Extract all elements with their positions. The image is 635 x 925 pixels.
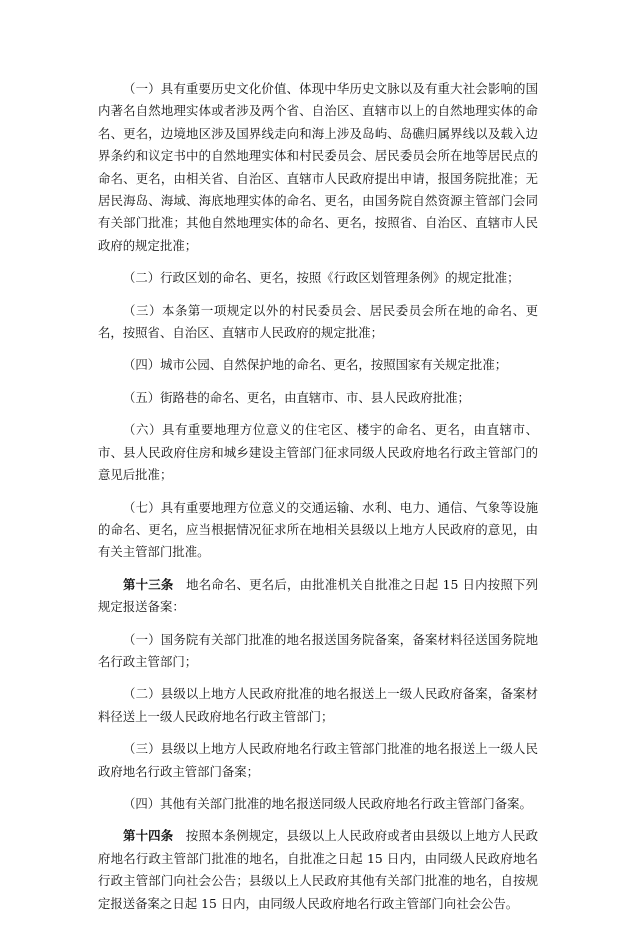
item-3: （三）本条第一项规定以外的村民委员会、居民委员会所在地的命名、更名，按照省、自治区、直辖市人民政府的规定批准； [98,302,538,341]
article-14 [98,825,538,915]
item-6: （六）具有重要地理方位意义的住宅区、楼宇的命名、更名，由直辖市、市、县人民政府住房和城乡建设主管部门征求同级人民政府地名行政主管部门的意见后批准； [98,422,538,483]
item-7: （七）具有重要地理方位意义的交通运输、水利、电力、通信、气象等设施的命名、更名，应当根据情况征求所在地相关县级以上地方人民政府的意见，由有关主管部门批准。 [98,499,538,560]
item-2: （二）行政区划的命名、更名，按照《行政区划管理条例》的规定批准； [123,270,520,286]
article-13-text: 地名命名、更名后，由批准机关自批准之日起 15 日内按照下列规定报送备案： [98,576,538,615]
filing-item-3: （三）县级以上地方人民政府地名行政主管部门批准的地名报送上一级人民政府地名行政主管部门备案； [98,741,538,779]
document-body [98,78,538,925]
article-14-heading: 第十四条 [123,828,174,844]
item-5: （五）街路巷的命名、更名，由直辖市、市、县人民政府批准； [123,389,470,405]
item-1: （一）具有重要历史文化价值、体现中华历史文脉以及有重大社会影响的国内著名自然地理实体或者涉及两个省、自治区、直辖市以上的自然地理实体的命名、更名，边境地区涉及国界线走向和海上涉及岛屿、岛礁归属界线以及载入边界条约和议定书中的自然地理实体和村民委员会、居民委员会所在地等居民点的命名、更名，由相关省、自治区、直辖市人民政府提出申请，报国务院批准；无居民海岛、海域、海底地理实体的命名、更名，由国务院自然资源主管部门会同有关部门批准；其他自然地理实体的命名、更名，按照省、自治区、直辖市人民政府的规定批准； [98,81,538,253]
item-4: （四）城市公园、自然保护地的命名、更名，按照国家有关规定批准； [123,357,508,373]
article-13 [98,574,538,619]
filing-item-2: （二）县级以上地方人民政府批准的地名报送上一级人民政府备案，备案材料径送上一级人民政府地名行政主管部门； [98,686,538,724]
filing-item-1: （一）国务院有关部门批准的地名报送国务院备案，备案材料径送国务院地名行政主管部门； [98,631,538,669]
filing-item-4: （四）其他有关部门批准的地名报送同级人民政府地名行政主管部门备案。 [123,795,532,811]
article-14-text: 按照本条例规定，县级以上人民政府或者由县级以上地方人民政府地名行政主管部门批准的地名，自批准之日起 15 日内，由同级人民政府地名行政主管部门向社会公告；县级以上人民政府其他有关部门批准的地名，自按规定报送备案之日起 15 日内，由同级人民政府地名行政主管部门向社会公告。 [98,828,539,911]
article-13-heading: 第十三条 [123,576,174,592]
